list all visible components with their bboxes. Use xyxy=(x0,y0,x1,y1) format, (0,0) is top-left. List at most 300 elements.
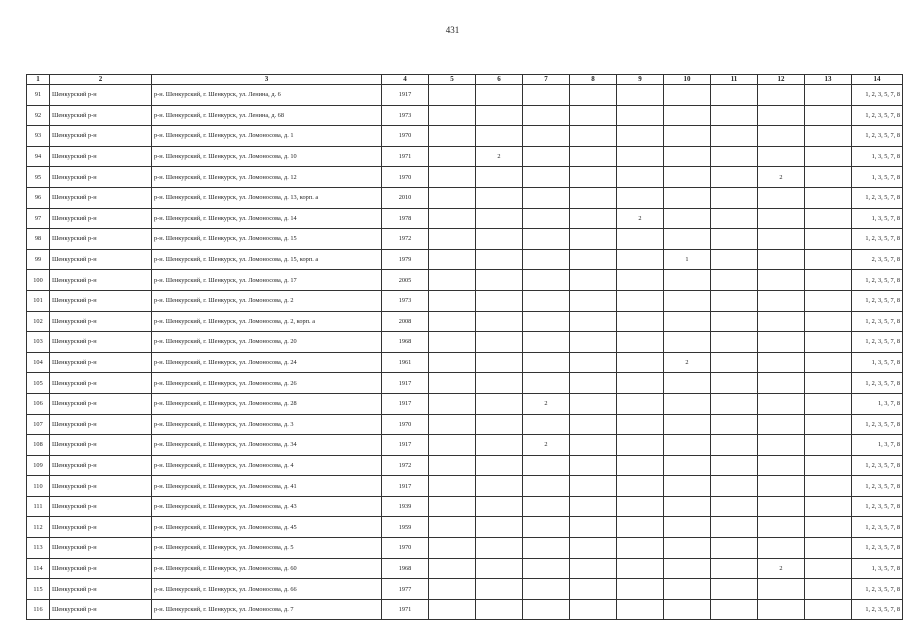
cell-year: 1970 xyxy=(382,126,429,147)
cell-col-10 xyxy=(664,167,711,188)
cell-year: 2008 xyxy=(382,311,429,332)
cell-col-9 xyxy=(617,270,664,291)
cell-row-number: 94 xyxy=(27,146,50,167)
table-row xyxy=(27,414,903,435)
table-row xyxy=(27,332,903,353)
cell-col-5 xyxy=(429,187,476,208)
cell-col-7 xyxy=(523,352,570,373)
cell-year: 1959 xyxy=(382,517,429,538)
table-row xyxy=(27,249,903,270)
cell-row-number: 113 xyxy=(27,538,50,559)
cell-district: Шенкурский р-н xyxy=(50,85,152,106)
cell-col-7 xyxy=(523,290,570,311)
cell-address: р-н. Шенкурский, г. Шенкурск, ул. Ломоносова, д. 28 xyxy=(152,393,382,414)
cell-col-9 xyxy=(617,146,664,167)
cell-address: р-н. Шенкурский, г. Шенкурск, ул. Ломоносова, д. 10 xyxy=(152,146,382,167)
cell-col-10: 2 xyxy=(664,352,711,373)
cell-row-number: 107 xyxy=(27,414,50,435)
cell-col-7 xyxy=(523,167,570,188)
cell-col-5 xyxy=(429,414,476,435)
cell-year: 1968 xyxy=(382,332,429,353)
cell-col-8 xyxy=(570,476,617,497)
cell-codes: 1, 3, 7, 8 xyxy=(852,435,903,456)
cell-col-6 xyxy=(476,167,523,188)
cell-col-5 xyxy=(429,332,476,353)
cell-col-6 xyxy=(476,435,523,456)
cell-address: р-н. Шенкурский, г. Шенкурск, ул. Ломоносова, д. 1 xyxy=(152,126,382,147)
cell-codes: 2, 3, 5, 7, 8 xyxy=(852,249,903,270)
cell-col-8 xyxy=(570,208,617,229)
cell-col-9 xyxy=(617,332,664,353)
cell-address: р-н. Шенкурский, г. Шенкурск, ул. Ленина, д. 68 xyxy=(152,105,382,126)
cell-district: Шенкурский р-н xyxy=(50,476,152,497)
cell-col-11 xyxy=(711,290,758,311)
cell-col-12 xyxy=(758,393,805,414)
cell-col-9 xyxy=(617,599,664,620)
cell-col-8 xyxy=(570,311,617,332)
cell-col-13 xyxy=(805,311,852,332)
cell-codes: 1, 2, 3, 5, 7, 8 xyxy=(852,187,903,208)
cell-col-5 xyxy=(429,270,476,291)
column-header: 9 xyxy=(617,75,664,85)
cell-district: Шенкурский р-н xyxy=(50,579,152,600)
table-row xyxy=(27,167,903,188)
cell-col-7 xyxy=(523,208,570,229)
cell-district: Шенкурский р-н xyxy=(50,208,152,229)
cell-codes: 1, 2, 3, 5, 7, 8 xyxy=(852,476,903,497)
cell-row-number: 99 xyxy=(27,249,50,270)
cell-col-5 xyxy=(429,352,476,373)
cell-col-12 xyxy=(758,414,805,435)
cell-year: 1970 xyxy=(382,538,429,559)
cell-col-12 xyxy=(758,435,805,456)
cell-col-9 xyxy=(617,373,664,394)
cell-col-6 xyxy=(476,126,523,147)
cell-district: Шенкурский р-н xyxy=(50,517,152,538)
cell-address: р-н. Шенкурский, г. Шенкурск, ул. Ломоносова, д. 3 xyxy=(152,414,382,435)
cell-district: Шенкурский р-н xyxy=(50,229,152,250)
cell-year: 1961 xyxy=(382,352,429,373)
cell-col-11 xyxy=(711,85,758,106)
cell-col-11 xyxy=(711,311,758,332)
cell-row-number: 108 xyxy=(27,435,50,456)
cell-col-12 xyxy=(758,579,805,600)
cell-district: Шенкурский р-н xyxy=(50,290,152,311)
cell-col-11 xyxy=(711,393,758,414)
cell-col-11 xyxy=(711,599,758,620)
cell-col-11 xyxy=(711,476,758,497)
cell-year: 1973 xyxy=(382,290,429,311)
cell-district: Шенкурский р-н xyxy=(50,332,152,353)
cell-col-7 xyxy=(523,126,570,147)
cell-col-8 xyxy=(570,270,617,291)
cell-col-7 xyxy=(523,85,570,106)
cell-col-12 xyxy=(758,208,805,229)
table-row xyxy=(27,496,903,517)
cell-col-6 xyxy=(476,249,523,270)
table-row xyxy=(27,435,903,456)
cell-district: Шенкурский р-н xyxy=(50,558,152,579)
cell-col-9 xyxy=(617,435,664,456)
cell-col-9 xyxy=(617,538,664,559)
cell-col-10 xyxy=(664,290,711,311)
cell-address: р-н. Шенкурский, г. Шенкурск, ул. Ломоносова, д. 17 xyxy=(152,270,382,291)
cell-address: р-н. Шенкурский, г. Шенкурск, ул. Ломоносова, д. 45 xyxy=(152,517,382,538)
cell-district: Шенкурский р-н xyxy=(50,146,152,167)
cell-address: р-н. Шенкурский, г. Шенкурск, ул. Ломоносова, д. 34 xyxy=(152,435,382,456)
cell-col-5 xyxy=(429,393,476,414)
cell-col-6 xyxy=(476,558,523,579)
cell-col-13 xyxy=(805,146,852,167)
cell-col-10 xyxy=(664,187,711,208)
cell-col-11 xyxy=(711,538,758,559)
table-row xyxy=(27,146,903,167)
cell-col-5 xyxy=(429,455,476,476)
cell-district: Шенкурский р-н xyxy=(50,393,152,414)
cell-codes: 1, 3, 5, 7, 8 xyxy=(852,146,903,167)
cell-col-10 xyxy=(664,146,711,167)
cell-codes: 1, 2, 3, 5, 7, 8 xyxy=(852,579,903,600)
column-header: 4 xyxy=(382,75,429,85)
table-header-row xyxy=(27,75,903,85)
cell-district: Шенкурский р-н xyxy=(50,538,152,559)
cell-district: Шенкурский р-н xyxy=(50,167,152,188)
cell-col-7 xyxy=(523,311,570,332)
cell-row-number: 109 xyxy=(27,455,50,476)
cell-col-8 xyxy=(570,290,617,311)
cell-col-6 xyxy=(476,85,523,106)
cell-col-12 xyxy=(758,496,805,517)
cell-col-12 xyxy=(758,599,805,620)
cell-col-6 xyxy=(476,208,523,229)
table-row xyxy=(27,126,903,147)
cell-district: Шенкурский р-н xyxy=(50,455,152,476)
cell-col-7 xyxy=(523,414,570,435)
cell-col-9 xyxy=(617,105,664,126)
cell-col-8 xyxy=(570,352,617,373)
cell-codes: 1, 3, 7, 8 xyxy=(852,393,903,414)
cell-col-9 xyxy=(617,352,664,373)
cell-col-5 xyxy=(429,476,476,497)
cell-year: 1977 xyxy=(382,579,429,600)
cell-col-13 xyxy=(805,393,852,414)
cell-year: 2005 xyxy=(382,270,429,291)
column-header: 2 xyxy=(50,75,152,85)
cell-row-number: 114 xyxy=(27,558,50,579)
cell-col-6 xyxy=(476,455,523,476)
cell-col-7 xyxy=(523,599,570,620)
cell-col-13 xyxy=(805,167,852,188)
cell-col-9 xyxy=(617,455,664,476)
cell-codes: 1, 2, 3, 5, 7, 8 xyxy=(852,85,903,106)
table-row xyxy=(27,455,903,476)
cell-codes: 1, 2, 3, 5, 7, 8 xyxy=(852,496,903,517)
cell-col-10 xyxy=(664,579,711,600)
cell-row-number: 104 xyxy=(27,352,50,373)
column-header: 3 xyxy=(152,75,382,85)
cell-codes: 1, 2, 3, 5, 7, 8 xyxy=(852,373,903,394)
cell-col-13 xyxy=(805,85,852,106)
cell-col-12 xyxy=(758,249,805,270)
cell-year: 1917 xyxy=(382,85,429,106)
cell-col-10 xyxy=(664,208,711,229)
cell-col-11 xyxy=(711,558,758,579)
cell-row-number: 97 xyxy=(27,208,50,229)
cell-address: р-н. Шенкурский, г. Шенкурск, ул. Ломоносова, д. 24 xyxy=(152,352,382,373)
cell-col-13 xyxy=(805,455,852,476)
cell-codes: 1, 3, 5, 7, 8 xyxy=(852,208,903,229)
cell-col-6 xyxy=(476,414,523,435)
cell-year: 1978 xyxy=(382,208,429,229)
table-row xyxy=(27,476,903,497)
cell-col-6 xyxy=(476,579,523,600)
cell-col-8 xyxy=(570,249,617,270)
table-row xyxy=(27,517,903,538)
cell-district: Шенкурский р-н xyxy=(50,373,152,394)
cell-district: Шенкурский р-н xyxy=(50,496,152,517)
cell-col-10 xyxy=(664,599,711,620)
cell-row-number: 96 xyxy=(27,187,50,208)
cell-col-11 xyxy=(711,187,758,208)
cell-col-9 xyxy=(617,311,664,332)
cell-col-6 xyxy=(476,538,523,559)
cell-row-number: 103 xyxy=(27,332,50,353)
cell-col-12: 2 xyxy=(758,558,805,579)
cell-col-6 xyxy=(476,187,523,208)
cell-col-8 xyxy=(570,332,617,353)
cell-col-11 xyxy=(711,579,758,600)
cell-col-13 xyxy=(805,229,852,250)
cell-col-9 xyxy=(617,496,664,517)
cell-col-6 xyxy=(476,373,523,394)
column-header: 5 xyxy=(429,75,476,85)
cell-col-12 xyxy=(758,332,805,353)
cell-col-13 xyxy=(805,517,852,538)
cell-col-10 xyxy=(664,126,711,147)
cell-col-7 xyxy=(523,558,570,579)
page-number: 431 xyxy=(445,25,460,35)
cell-col-12 xyxy=(758,476,805,497)
cell-col-5 xyxy=(429,167,476,188)
cell-col-7: 2 xyxy=(523,435,570,456)
cell-address: р-н. Шенкурский, г. Шенкурск, ул. Ломоносова, д. 60 xyxy=(152,558,382,579)
cell-address: р-н. Шенкурский, г. Шенкурск, ул. Ломоносова, д. 2 xyxy=(152,290,382,311)
cell-col-7 xyxy=(523,105,570,126)
cell-codes: 1, 2, 3, 5, 7, 8 xyxy=(852,538,903,559)
cell-address: р-н. Шенкурский, г. Шенкурск, ул. Ломоносова, д. 14 xyxy=(152,208,382,229)
cell-codes: 1, 2, 3, 5, 7, 8 xyxy=(852,455,903,476)
table-row xyxy=(27,579,903,600)
cell-col-13 xyxy=(805,208,852,229)
cell-year: 1917 xyxy=(382,373,429,394)
table-row xyxy=(27,270,903,291)
cell-col-8 xyxy=(570,167,617,188)
cell-year: 1973 xyxy=(382,105,429,126)
cell-address: р-н. Шенкурский, г. Шенкурск, ул. Ломоносова, д. 66 xyxy=(152,579,382,600)
cell-col-11 xyxy=(711,373,758,394)
cell-col-8 xyxy=(570,146,617,167)
cell-col-11 xyxy=(711,167,758,188)
cell-col-7 xyxy=(523,146,570,167)
cell-col-7 xyxy=(523,579,570,600)
cell-col-5 xyxy=(429,311,476,332)
cell-col-5 xyxy=(429,126,476,147)
cell-col-8 xyxy=(570,85,617,106)
cell-year: 1970 xyxy=(382,167,429,188)
table-row xyxy=(27,187,903,208)
cell-address: р-н. Шенкурский, г. Шенкурск, ул. Ломоносова, д. 15, корп. а xyxy=(152,249,382,270)
cell-col-5 xyxy=(429,249,476,270)
cell-col-6 xyxy=(476,599,523,620)
cell-col-7 xyxy=(523,455,570,476)
cell-col-12 xyxy=(758,373,805,394)
column-header: 12 xyxy=(758,75,805,85)
cell-col-12 xyxy=(758,187,805,208)
cell-col-5 xyxy=(429,373,476,394)
cell-col-10 xyxy=(664,373,711,394)
cell-col-12 xyxy=(758,85,805,106)
cell-col-5 xyxy=(429,538,476,559)
cell-col-7 xyxy=(523,517,570,538)
cell-col-13 xyxy=(805,496,852,517)
cell-col-8 xyxy=(570,126,617,147)
cell-codes: 1, 3, 5, 7, 8 xyxy=(852,352,903,373)
cell-col-10 xyxy=(664,270,711,291)
cell-col-10 xyxy=(664,517,711,538)
register-table xyxy=(26,74,903,620)
cell-col-9 xyxy=(617,126,664,147)
cell-district: Шенкурский р-н xyxy=(50,352,152,373)
cell-col-5 xyxy=(429,579,476,600)
cell-col-8 xyxy=(570,229,617,250)
cell-col-13 xyxy=(805,249,852,270)
cell-col-11 xyxy=(711,414,758,435)
cell-col-11 xyxy=(711,105,758,126)
cell-col-6 xyxy=(476,311,523,332)
cell-col-8 xyxy=(570,393,617,414)
cell-codes: 1, 2, 3, 5, 7, 8 xyxy=(852,270,903,291)
column-header: 7 xyxy=(523,75,570,85)
column-header: 1 xyxy=(27,75,50,85)
cell-district: Шенкурский р-н xyxy=(50,311,152,332)
cell-col-5 xyxy=(429,599,476,620)
cell-col-13 xyxy=(805,599,852,620)
cell-col-7 xyxy=(523,496,570,517)
cell-col-11 xyxy=(711,352,758,373)
cell-address: р-н. Шенкурский, г. Шенкурск, ул. Ломоносова, д. 43 xyxy=(152,496,382,517)
cell-col-6 xyxy=(476,105,523,126)
cell-year: 1968 xyxy=(382,558,429,579)
cell-col-6 xyxy=(476,332,523,353)
cell-col-5 xyxy=(429,290,476,311)
cell-col-9 xyxy=(617,167,664,188)
cell-col-12 xyxy=(758,517,805,538)
cell-col-12 xyxy=(758,455,805,476)
cell-district: Шенкурский р-н xyxy=(50,187,152,208)
cell-col-10 xyxy=(664,476,711,497)
cell-col-10 xyxy=(664,435,711,456)
cell-col-13 xyxy=(805,270,852,291)
column-header: 14 xyxy=(852,75,903,85)
column-header: 8 xyxy=(570,75,617,85)
cell-row-number: 100 xyxy=(27,270,50,291)
cell-col-13 xyxy=(805,538,852,559)
cell-codes: 1, 3, 5, 7, 8 xyxy=(852,558,903,579)
cell-col-8 xyxy=(570,558,617,579)
cell-address: р-н. Шенкурский, г. Шенкурск, ул. Ломоносова, д. 2, корп. а xyxy=(152,311,382,332)
cell-col-12 xyxy=(758,538,805,559)
cell-col-6 xyxy=(476,517,523,538)
cell-address: р-н. Шенкурский, г. Шенкурск, ул. Ломоносова, д. 13, корп. а xyxy=(152,187,382,208)
cell-year: 1970 xyxy=(382,414,429,435)
cell-col-10 xyxy=(664,105,711,126)
cell-col-13 xyxy=(805,414,852,435)
cell-col-12 xyxy=(758,105,805,126)
table-row xyxy=(27,311,903,332)
cell-year: 1939 xyxy=(382,496,429,517)
cell-col-13 xyxy=(805,579,852,600)
cell-address: р-н. Шенкурский, г. Шенкурск, ул. Ломоносова, д. 15 xyxy=(152,229,382,250)
cell-col-11 xyxy=(711,517,758,538)
table-row xyxy=(27,393,903,414)
cell-district: Шенкурский р-н xyxy=(50,105,152,126)
cell-col-10 xyxy=(664,229,711,250)
cell-row-number: 110 xyxy=(27,476,50,497)
cell-col-13 xyxy=(805,105,852,126)
cell-row-number: 106 xyxy=(27,393,50,414)
cell-district: Шенкурский р-н xyxy=(50,414,152,435)
cell-col-11 xyxy=(711,270,758,291)
cell-col-5 xyxy=(429,558,476,579)
table-row xyxy=(27,538,903,559)
table-row xyxy=(27,208,903,229)
cell-col-10 xyxy=(664,496,711,517)
cell-address: р-н. Шенкурский, г. Шенкурск, ул. Ломоносова, д. 20 xyxy=(152,332,382,353)
cell-row-number: 105 xyxy=(27,373,50,394)
cell-col-8 xyxy=(570,435,617,456)
cell-col-9 xyxy=(617,85,664,106)
cell-col-7 xyxy=(523,270,570,291)
cell-col-9 xyxy=(617,476,664,497)
cell-year: 1971 xyxy=(382,146,429,167)
table-row xyxy=(27,85,903,106)
cell-col-6 xyxy=(476,393,523,414)
cell-address: р-н. Шенкурский, г. Шенкурск, ул. Ломоносова, д. 26 xyxy=(152,373,382,394)
cell-row-number: 116 xyxy=(27,599,50,620)
cell-col-12: 2 xyxy=(758,167,805,188)
cell-col-8 xyxy=(570,455,617,476)
cell-col-5 xyxy=(429,85,476,106)
cell-row-number: 101 xyxy=(27,290,50,311)
column-header: 11 xyxy=(711,75,758,85)
cell-district: Шенкурский р-н xyxy=(50,126,152,147)
cell-year: 2010 xyxy=(382,187,429,208)
cell-codes: 1, 2, 3, 5, 7, 8 xyxy=(852,126,903,147)
cell-row-number: 115 xyxy=(27,579,50,600)
table-body xyxy=(27,85,903,620)
cell-col-8 xyxy=(570,538,617,559)
cell-codes: 1, 2, 3, 5, 7, 8 xyxy=(852,311,903,332)
cell-address: р-н. Шенкурский, г. Шенкурск, ул. Ломоносова, д. 5 xyxy=(152,538,382,559)
cell-col-11 xyxy=(711,208,758,229)
cell-col-13 xyxy=(805,352,852,373)
cell-col-6 xyxy=(476,229,523,250)
table-row xyxy=(27,373,903,394)
cell-col-8 xyxy=(570,517,617,538)
cell-address: р-н. Шенкурский, г. Шенкурск, ул. Ломоносова, д. 4 xyxy=(152,455,382,476)
cell-col-11 xyxy=(711,146,758,167)
cell-col-8 xyxy=(570,373,617,394)
